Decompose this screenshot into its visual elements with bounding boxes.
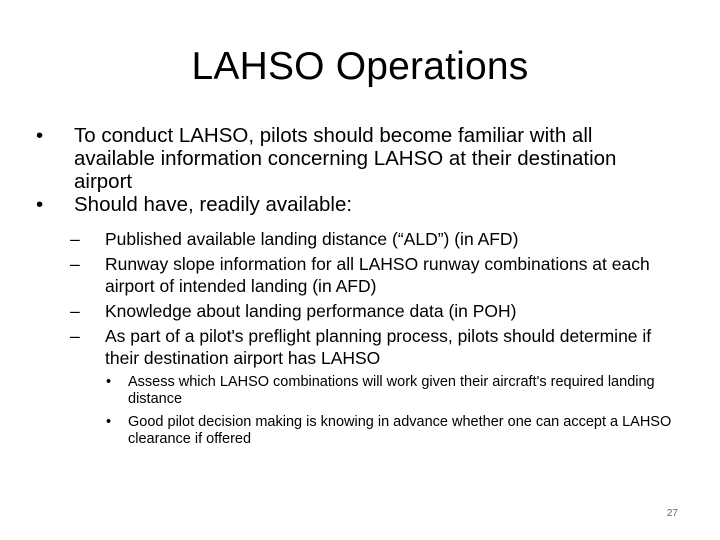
sub-sub-bullet-text: Good pilot decision making is knowing in advance whether one can accept a LAHSO clearance if offered [128, 414, 672, 447]
dash-marker: – [70, 301, 80, 321]
bullet-marker: • [36, 193, 44, 216]
page-number: 27 [666, 508, 678, 519]
sub-bullet-text: As part of a pilot's preflight planning process, pilots should determine if their destination airport has LAHSO [105, 326, 652, 368]
sub-bullet-runway-slope [70, 253, 676, 297]
sub-bullet-landing-performance [70, 300, 676, 322]
bullet-should-have [36, 193, 676, 216]
sub-sub-bullet-assess [106, 374, 676, 408]
slide-title: LAHSO Operations [191, 45, 529, 88]
sub-bullet-text: Published available landing distance (“ALD”) (in AFD) [105, 229, 519, 249]
sub-bullet-ald [70, 228, 676, 250]
sub-sub-bullet-decision-making [106, 414, 676, 448]
dash-marker: – [70, 229, 80, 249]
bullet-marker: • [106, 374, 112, 390]
sub-bullet-text: Knowledge about landing performance data (in POH) [105, 301, 517, 321]
slide-content [36, 124, 676, 454]
dash-marker: – [70, 254, 80, 274]
bullet-marker: • [36, 124, 44, 147]
bullet-text: Should have, readily available: [74, 193, 353, 216]
dash-marker: – [70, 326, 80, 346]
sub-sub-bullet-text: Assess which LAHSO combinations will work given their aircraft's required landing distance [128, 374, 655, 407]
sub-bullet-preflight-planning [70, 325, 676, 369]
bullet-text: To conduct LAHSO, pilots should become familiar with all available information concerning LAHSO at their destination airport [74, 124, 617, 193]
bullet-familiarize [36, 124, 676, 193]
bullet-marker: • [106, 414, 112, 430]
sub-bullet-list [70, 228, 676, 369]
sub-sub-bullet-list [106, 374, 676, 448]
sub-bullet-text: Runway slope information for all LAHSO runway combinations at each airport of intended landing (in AFD) [105, 254, 650, 296]
